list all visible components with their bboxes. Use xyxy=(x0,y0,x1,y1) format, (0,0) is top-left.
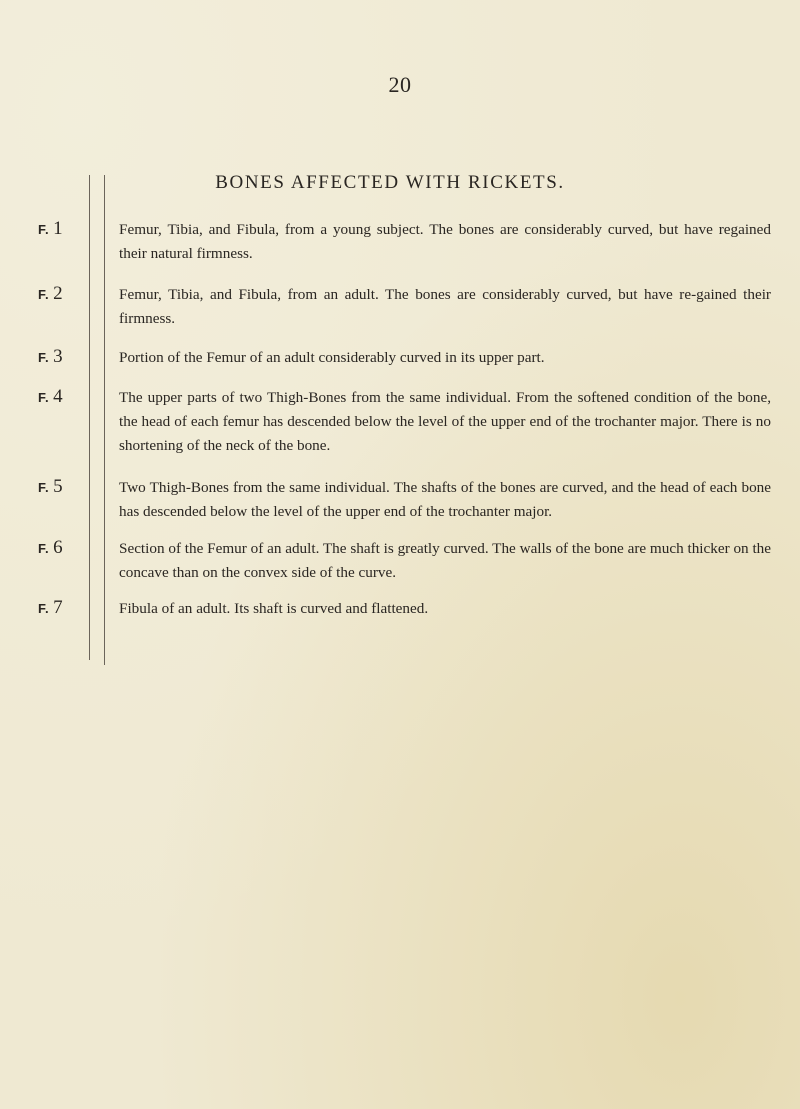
figure-number: 1 xyxy=(53,218,64,239)
figure-number: 5 xyxy=(53,476,64,497)
figure-number: 6 xyxy=(53,537,64,558)
figure-number: 4 xyxy=(53,386,64,407)
figure-prefix: F. xyxy=(38,541,50,556)
figure-prefix: F. xyxy=(38,390,50,405)
figure-prefix: F. xyxy=(38,601,50,616)
figure-label xyxy=(38,476,63,498)
right-margin-rule xyxy=(104,175,105,665)
figure-description: Fibula of an adult. Its shaft is curved and flattened. xyxy=(119,600,429,617)
figure-prefix: F. xyxy=(38,350,50,365)
left-margin-rule xyxy=(89,175,90,660)
figure-label xyxy=(38,218,63,240)
figure-description: Femur, Tibia, and Fibula, from an adult. The bones are considerably curved, but have re-gained their firmness. xyxy=(119,286,771,327)
figure-description: Two Thigh-Bones from the same individual. The shafts of the bones are curved, and the head of each bone has descended below the level of the upper end of the trochanter major. xyxy=(119,479,771,520)
figure-number: 7 xyxy=(53,597,64,618)
figure-description: The upper parts of two Thigh-Bones from the same individual. From the softened condition of the bone, the head of each femur has descended below the level of the upper end of the trochanter major. There is no shortening of the neck of the bone. xyxy=(119,389,771,454)
figure-label xyxy=(38,537,63,559)
figure-label xyxy=(38,597,63,619)
figure-prefix: F. xyxy=(38,480,50,495)
figure-description: Section of the Femur of an adult. The shaft is greatly curved. The walls of the bone are much thicker on the concave than on the convex side of the curve. xyxy=(119,540,771,581)
figure-label xyxy=(38,346,63,368)
figure-label xyxy=(38,386,63,408)
page-number: 20 xyxy=(388,72,412,97)
figure-number: 3 xyxy=(53,346,64,367)
figure-prefix: F. xyxy=(38,287,50,302)
figure-label xyxy=(38,283,63,305)
figure-description: Femur, Tibia, and Fibula, from a young subject. The bones are considerably curved, but have regained their natural firmness. xyxy=(119,221,771,262)
figure-prefix: F. xyxy=(38,222,50,237)
plate-title: BONES AFFECTED WITH RICKETS. xyxy=(215,172,565,193)
figure-number: 2 xyxy=(53,283,64,304)
figure-description: Portion of the Femur of an adult considerably curved in its upper part. xyxy=(119,349,545,366)
